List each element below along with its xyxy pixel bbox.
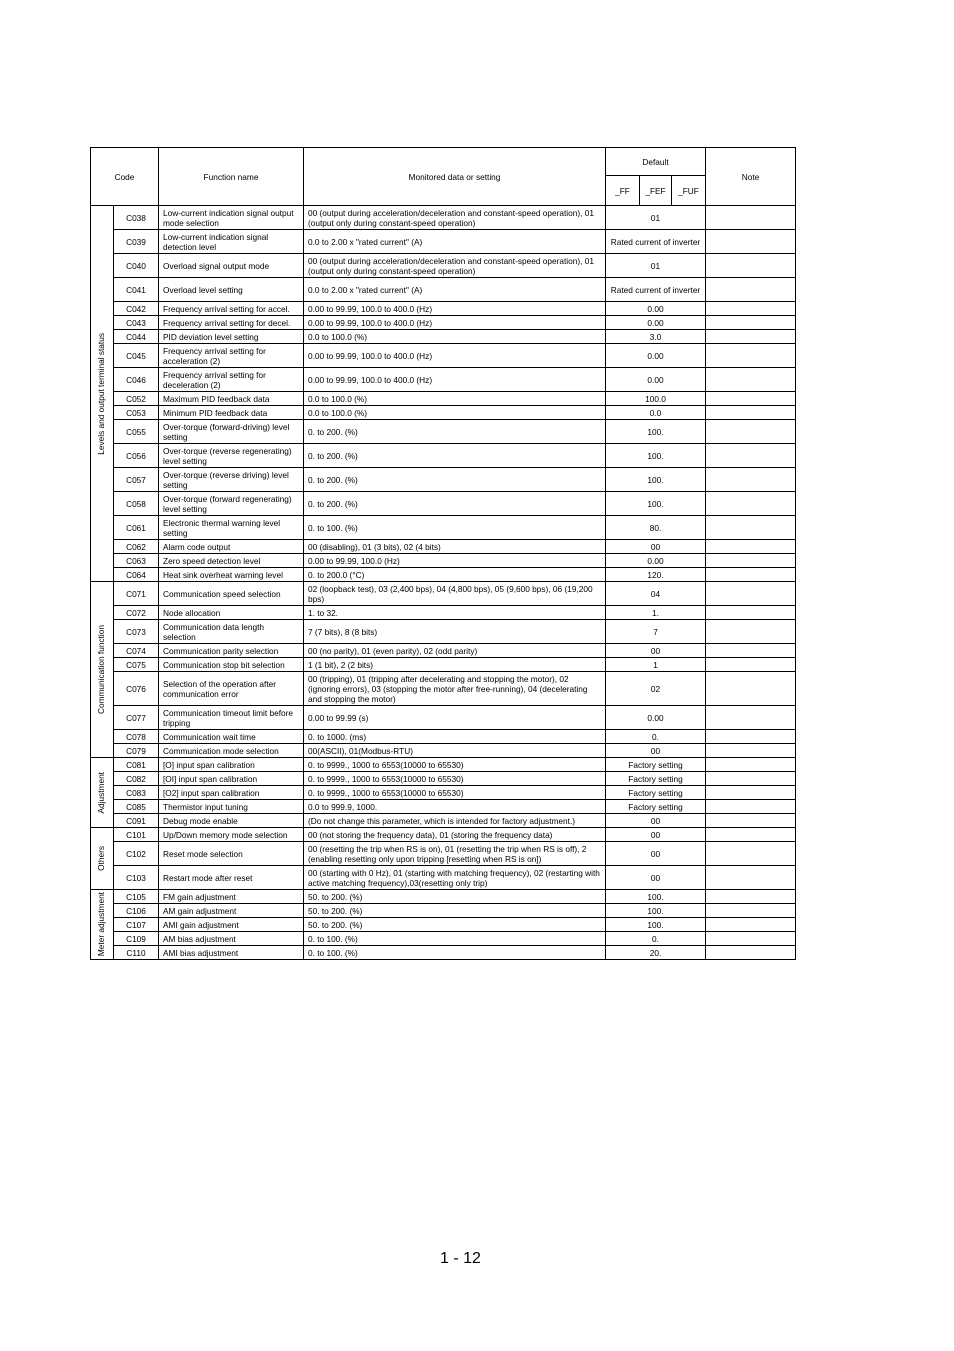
setting-cell: 0.0 to 2.00 x "rated current" (A) — [304, 278, 606, 302]
default-cell: 1. — [606, 606, 706, 620]
default-cell: 100.0 — [606, 392, 706, 406]
setting-cell: 0.00 to 99.99, 100.0 to 400.0 (Hz) — [304, 368, 606, 392]
code-cell: C045 — [114, 344, 159, 368]
function-name-cell: Communication mode selection — [159, 744, 304, 758]
function-name-cell: Frequency arrival setting for deceleration (2) — [159, 368, 304, 392]
default-cell: 0.00 — [606, 302, 706, 316]
code-cell: C105 — [114, 890, 159, 904]
code-cell: C074 — [114, 644, 159, 658]
note-cell — [706, 330, 796, 344]
code-cell: C101 — [114, 828, 159, 842]
function-name-cell: Low-current indication signal detection level — [159, 230, 304, 254]
group-label: Adjustment — [96, 771, 106, 814]
function-name-cell: AM bias adjustment — [159, 932, 304, 946]
group-label-cell — [91, 828, 114, 890]
table-row — [91, 392, 796, 406]
setting-cell: 0. to 200. (%) — [304, 492, 606, 516]
table-row — [91, 568, 796, 582]
function-name-cell: Zero speed detection level — [159, 554, 304, 568]
note-cell — [706, 554, 796, 568]
default-cell: 00 — [606, 842, 706, 866]
note-cell — [706, 444, 796, 468]
note-cell — [706, 800, 796, 814]
note-cell — [706, 468, 796, 492]
table-row — [91, 468, 796, 492]
note-cell — [706, 606, 796, 620]
default-cell: 00 — [606, 744, 706, 758]
function-name-cell: Communication speed selection — [159, 582, 304, 606]
function-name-cell: Frequency arrival setting for acceleration (2) — [159, 344, 304, 368]
code-cell: C058 — [114, 492, 159, 516]
code-cell: C073 — [114, 620, 159, 644]
table-row — [91, 786, 796, 800]
code-cell: C061 — [114, 516, 159, 540]
default-cell: 100. — [606, 444, 706, 468]
code-cell: C052 — [114, 392, 159, 406]
note-cell — [706, 492, 796, 516]
setting-cell: 00 (resetting the trip when RS is on), 01 (resetting the trip when RS is off), 2 (enabling resetting only upon tripping [resetting when RS is on]) — [304, 842, 606, 866]
function-name-cell: Overload level setting — [159, 278, 304, 302]
default-cell: Factory setting — [606, 800, 706, 814]
default-cell: 0.00 — [606, 706, 706, 730]
note-cell — [706, 392, 796, 406]
table-row — [91, 316, 796, 330]
table-row — [91, 554, 796, 568]
function-name-cell: Communication data length selection — [159, 620, 304, 644]
note-cell — [706, 918, 796, 932]
code-cell: C044 — [114, 330, 159, 344]
table-row — [91, 918, 796, 932]
table-row — [91, 842, 796, 866]
function-name-cell: [O2] input span calibration — [159, 786, 304, 800]
setting-cell: 0. to 200. (%) — [304, 444, 606, 468]
default-cell: 3.0 — [606, 330, 706, 344]
setting-cell: 0. to 9999., 1000 to 6553(10000 to 65530) — [304, 786, 606, 800]
default-cell: 120. — [606, 568, 706, 582]
setting-cell: 0.00 to 99.99 (s) — [304, 706, 606, 730]
note-cell — [706, 406, 796, 420]
page-number: 1 - 12 — [440, 1250, 481, 1267]
group-label-cell — [91, 206, 114, 582]
table-row — [91, 946, 796, 960]
header-default: Default — [606, 148, 706, 176]
function-name-cell: Alarm code output — [159, 540, 304, 554]
note-cell — [706, 644, 796, 658]
default-cell: 100. — [606, 918, 706, 932]
default-cell: 1 — [606, 658, 706, 672]
note-cell — [706, 540, 796, 554]
code-cell: C041 — [114, 278, 159, 302]
note-cell — [706, 866, 796, 890]
table-row — [91, 420, 796, 444]
default-cell: 100. — [606, 890, 706, 904]
default-cell: 00 — [606, 814, 706, 828]
code-cell: C072 — [114, 606, 159, 620]
function-name-cell: Minimum PID feedback data — [159, 406, 304, 420]
note-cell — [706, 278, 796, 302]
function-name-cell: AM gain adjustment — [159, 904, 304, 918]
code-cell: C107 — [114, 918, 159, 932]
setting-cell: 7 (7 bits), 8 (8 bits) — [304, 620, 606, 644]
code-cell: C079 — [114, 744, 159, 758]
header-function-name: Function name — [159, 148, 304, 206]
group-label-cell — [91, 582, 114, 758]
table-body — [91, 206, 796, 960]
default-cell: 0.00 — [606, 344, 706, 368]
function-name-cell: Debug mode enable — [159, 814, 304, 828]
default-cell: 100. — [606, 468, 706, 492]
function-name-cell: Communication stop bit selection — [159, 658, 304, 672]
note-cell — [706, 842, 796, 866]
function-name-cell: Communication parity selection — [159, 644, 304, 658]
setting-cell: 0.00 to 99.99, 100.0 to 400.0 (Hz) — [304, 302, 606, 316]
code-cell: C109 — [114, 932, 159, 946]
table-row — [91, 230, 796, 254]
function-name-cell: Restart mode after reset — [159, 866, 304, 890]
code-cell: C110 — [114, 946, 159, 960]
function-name-cell: Selection of the operation after communication error — [159, 672, 304, 706]
table-row — [91, 730, 796, 744]
default-cell: Rated current of inverter — [606, 278, 706, 302]
code-cell: C081 — [114, 758, 159, 772]
group-label-cell — [91, 758, 114, 828]
table-row — [91, 254, 796, 278]
function-name-cell: Over-torque (forward-driving) level setting — [159, 420, 304, 444]
function-name-cell: Maximum PID feedback data — [159, 392, 304, 406]
code-cell: C082 — [114, 772, 159, 786]
code-cell: C102 — [114, 842, 159, 866]
setting-cell: 0.0 to 999.9, 1000. — [304, 800, 606, 814]
table-row — [91, 516, 796, 540]
default-cell: 0.00 — [606, 554, 706, 568]
function-name-cell: [O] input span calibration — [159, 758, 304, 772]
code-cell: C075 — [114, 658, 159, 672]
group-label-cell — [91, 890, 114, 960]
note-cell — [706, 206, 796, 230]
note-cell — [706, 620, 796, 644]
table-row — [91, 278, 796, 302]
table-row — [91, 620, 796, 644]
function-name-cell: Up/Down memory mode selection — [159, 828, 304, 842]
table-row — [91, 406, 796, 420]
code-cell: C064 — [114, 568, 159, 582]
default-cell: 80. — [606, 516, 706, 540]
setting-cell: 00 (disabling), 01 (3 bits), 02 (4 bits) — [304, 540, 606, 554]
default-cell: 100. — [606, 904, 706, 918]
table-row — [91, 444, 796, 468]
default-cell: 01 — [606, 254, 706, 278]
default-cell: 00 — [606, 828, 706, 842]
note-cell — [706, 672, 796, 706]
default-cell: 00 — [606, 540, 706, 554]
note-cell — [706, 730, 796, 744]
default-cell: 00 — [606, 644, 706, 658]
code-cell: C039 — [114, 230, 159, 254]
default-cell: 00 — [606, 866, 706, 890]
group-label: Levels and output terminal status — [96, 332, 106, 455]
default-cell: 20. — [606, 946, 706, 960]
note-cell — [706, 772, 796, 786]
function-name-cell: PID deviation level setting — [159, 330, 304, 344]
table-row — [91, 606, 796, 620]
note-cell — [706, 814, 796, 828]
code-cell: C078 — [114, 730, 159, 744]
code-cell: C062 — [114, 540, 159, 554]
note-cell — [706, 706, 796, 730]
setting-cell: 50. to 200. (%) — [304, 890, 606, 904]
setting-cell: 1. to 32. — [304, 606, 606, 620]
function-name-cell: Over-torque (reverse driving) level setting — [159, 468, 304, 492]
code-cell: C055 — [114, 420, 159, 444]
code-cell: C076 — [114, 672, 159, 706]
note-cell — [706, 516, 796, 540]
setting-cell: 00 (output during acceleration/deceleration and constant-speed operation), 01 (output only during constant-speed operation) — [304, 206, 606, 230]
note-cell — [706, 568, 796, 582]
function-name-cell: Over-torque (reverse regenerating) level setting — [159, 444, 304, 468]
function-name-cell: Heat sink overheat warning level — [159, 568, 304, 582]
table-row — [91, 344, 796, 368]
setting-cell: 00 (tripping), 01 (tripping after decelerating and stopping the motor), 02 (ignoring errors), 03 (stopping the motor after free-running), 04 (decelerating and stopping the motor) — [304, 672, 606, 706]
code-cell: C077 — [114, 706, 159, 730]
setting-cell: 0.0 to 100.0 (%) — [304, 406, 606, 420]
table-row — [91, 744, 796, 758]
note-cell — [706, 230, 796, 254]
note-cell — [706, 368, 796, 392]
header-note: Note — [706, 148, 796, 206]
note-cell — [706, 932, 796, 946]
code-cell: C038 — [114, 206, 159, 230]
table-row — [91, 330, 796, 344]
default-cell: 0. — [606, 932, 706, 946]
default-cell: 7 — [606, 620, 706, 644]
default-cell: 02 — [606, 672, 706, 706]
table-row — [91, 706, 796, 730]
code-cell: C043 — [114, 316, 159, 330]
note-cell — [706, 316, 796, 330]
default-cell: 0. — [606, 730, 706, 744]
table-row — [91, 302, 796, 316]
note-cell — [706, 302, 796, 316]
setting-cell: 50. to 200. (%) — [304, 904, 606, 918]
table-row — [91, 492, 796, 516]
setting-cell: 0. to 200. (%) — [304, 468, 606, 492]
note-cell — [706, 890, 796, 904]
function-name-cell: Thermistor input tuning — [159, 800, 304, 814]
function-name-cell: FM gain adjustment — [159, 890, 304, 904]
setting-cell: 0. to 200. (%) — [304, 420, 606, 444]
code-cell: C053 — [114, 406, 159, 420]
setting-cell: 0.00 to 99.99, 100.0 to 400.0 (Hz) — [304, 344, 606, 368]
setting-cell: 0.0 to 100.0 (%) — [304, 392, 606, 406]
setting-cell: 0. to 1000. (ms) — [304, 730, 606, 744]
header-fuf: _FUF — [672, 176, 706, 206]
note-cell — [706, 420, 796, 444]
setting-cell: 02 (loopback test), 03 (2,400 bps), 04 (4,800 bps), 05 (9,600 bps), 06 (19,200 bps) — [304, 582, 606, 606]
header-monitored: Monitored data or setting — [304, 148, 606, 206]
setting-cell: 00 (no parity), 01 (even parity), 02 (odd parity) — [304, 644, 606, 658]
function-name-cell: Node allocation — [159, 606, 304, 620]
table-row — [91, 658, 796, 672]
default-cell: 100. — [606, 492, 706, 516]
setting-cell: 0.0 to 2.00 x "rated current" (A) — [304, 230, 606, 254]
table-row — [91, 758, 796, 772]
table-row — [91, 540, 796, 554]
table-row — [91, 890, 796, 904]
note-cell — [706, 254, 796, 278]
code-cell: C083 — [114, 786, 159, 800]
setting-cell: 0. to 200.0 (°C) — [304, 568, 606, 582]
note-cell — [706, 658, 796, 672]
function-name-cell: Electronic thermal warning level setting — [159, 516, 304, 540]
note-cell — [706, 758, 796, 772]
header-ff: _FF — [606, 176, 640, 206]
code-cell: C063 — [114, 554, 159, 568]
code-cell: C103 — [114, 866, 159, 890]
setting-cell: 0.00 to 99.99, 100.0 (Hz) — [304, 554, 606, 568]
table-row — [91, 772, 796, 786]
setting-cell: 00 (starting with 0 Hz), 01 (starting with matching frequency), 02 (restarting with active matching frequency),03(resetting only trip) — [304, 866, 606, 890]
table-row — [91, 932, 796, 946]
table-row — [91, 368, 796, 392]
default-cell: Factory setting — [606, 758, 706, 772]
code-cell: C040 — [114, 254, 159, 278]
function-name-cell: Low-current indication signal output mode selection — [159, 206, 304, 230]
setting-cell: (Do not change this parameter, which is intended for factory adjustment.) — [304, 814, 606, 828]
code-cell: C057 — [114, 468, 159, 492]
table-row — [91, 800, 796, 814]
table-row — [91, 904, 796, 918]
note-cell — [706, 582, 796, 606]
setting-cell: 0.00 to 99.99, 100.0 to 400.0 (Hz) — [304, 316, 606, 330]
setting-cell: 00 (not storing the frequency data), 01 (storing the frequency data) — [304, 828, 606, 842]
code-cell: C071 — [114, 582, 159, 606]
note-cell — [706, 786, 796, 800]
table-row — [91, 814, 796, 828]
setting-cell: 50. to 200. (%) — [304, 918, 606, 932]
setting-cell: 00 (output during acceleration/deceleration and constant-speed operation), 01 (output only during constant-speed operation) — [304, 254, 606, 278]
note-cell — [706, 946, 796, 960]
group-label: Communication function — [96, 624, 106, 714]
table-row — [91, 206, 796, 230]
table-row — [91, 672, 796, 706]
function-name-cell: Overload signal output mode — [159, 254, 304, 278]
setting-cell: 0.0 to 100.0 (%) — [304, 330, 606, 344]
default-cell: 01 — [606, 206, 706, 230]
code-cell: C042 — [114, 302, 159, 316]
function-name-cell: [OI] input span calibration — [159, 772, 304, 786]
setting-cell: 0. to 9999., 1000 to 6553(10000 to 65530) — [304, 772, 606, 786]
default-cell: 0.00 — [606, 316, 706, 330]
default-cell: 0.0 — [606, 406, 706, 420]
default-cell: Factory setting — [606, 772, 706, 786]
function-name-cell: Communication wait time — [159, 730, 304, 744]
function-name-cell: Communication timeout limit before tripping — [159, 706, 304, 730]
note-cell — [706, 344, 796, 368]
setting-cell: 0. to 100. (%) — [304, 932, 606, 946]
function-name-cell: Over-torque (forward regenerating) level setting — [159, 492, 304, 516]
code-cell: C091 — [114, 814, 159, 828]
function-name-cell: Frequency arrival setting for accel. — [159, 302, 304, 316]
function-name-cell: AMI gain adjustment — [159, 918, 304, 932]
setting-cell: 0. to 100. (%) — [304, 946, 606, 960]
header-fef: _FEF — [640, 176, 672, 206]
table-row — [91, 828, 796, 842]
setting-cell: 0. to 100. (%) — [304, 516, 606, 540]
table-row — [91, 866, 796, 890]
note-cell — [706, 744, 796, 758]
table-row — [91, 582, 796, 606]
code-cell: C085 — [114, 800, 159, 814]
function-name-cell: Reset mode selection — [159, 842, 304, 866]
code-cell: C106 — [114, 904, 159, 918]
default-cell: Rated current of inverter — [606, 230, 706, 254]
group-label: Meter adjustment — [96, 892, 106, 957]
setting-cell: 00(ASCII), 01(Modbus-RTU) — [304, 744, 606, 758]
setting-cell: 0. to 9999., 1000 to 6553(10000 to 65530) — [304, 758, 606, 772]
default-cell: 100. — [606, 420, 706, 444]
header-code: Code — [91, 148, 159, 206]
function-name-cell: AMI bias adjustment — [159, 946, 304, 960]
function-name-cell: Frequency arrival setting for decel. — [159, 316, 304, 330]
default-cell: 04 — [606, 582, 706, 606]
default-cell: Factory setting — [606, 786, 706, 800]
note-cell — [706, 904, 796, 918]
code-cell: C056 — [114, 444, 159, 468]
group-label: Others — [96, 846, 106, 871]
note-cell — [706, 828, 796, 842]
table-row — [91, 644, 796, 658]
default-cell: 0.00 — [606, 368, 706, 392]
setting-cell: 1 (1 bit), 2 (2 bits) — [304, 658, 606, 672]
parameter-table — [90, 147, 796, 960]
code-cell: C046 — [114, 368, 159, 392]
